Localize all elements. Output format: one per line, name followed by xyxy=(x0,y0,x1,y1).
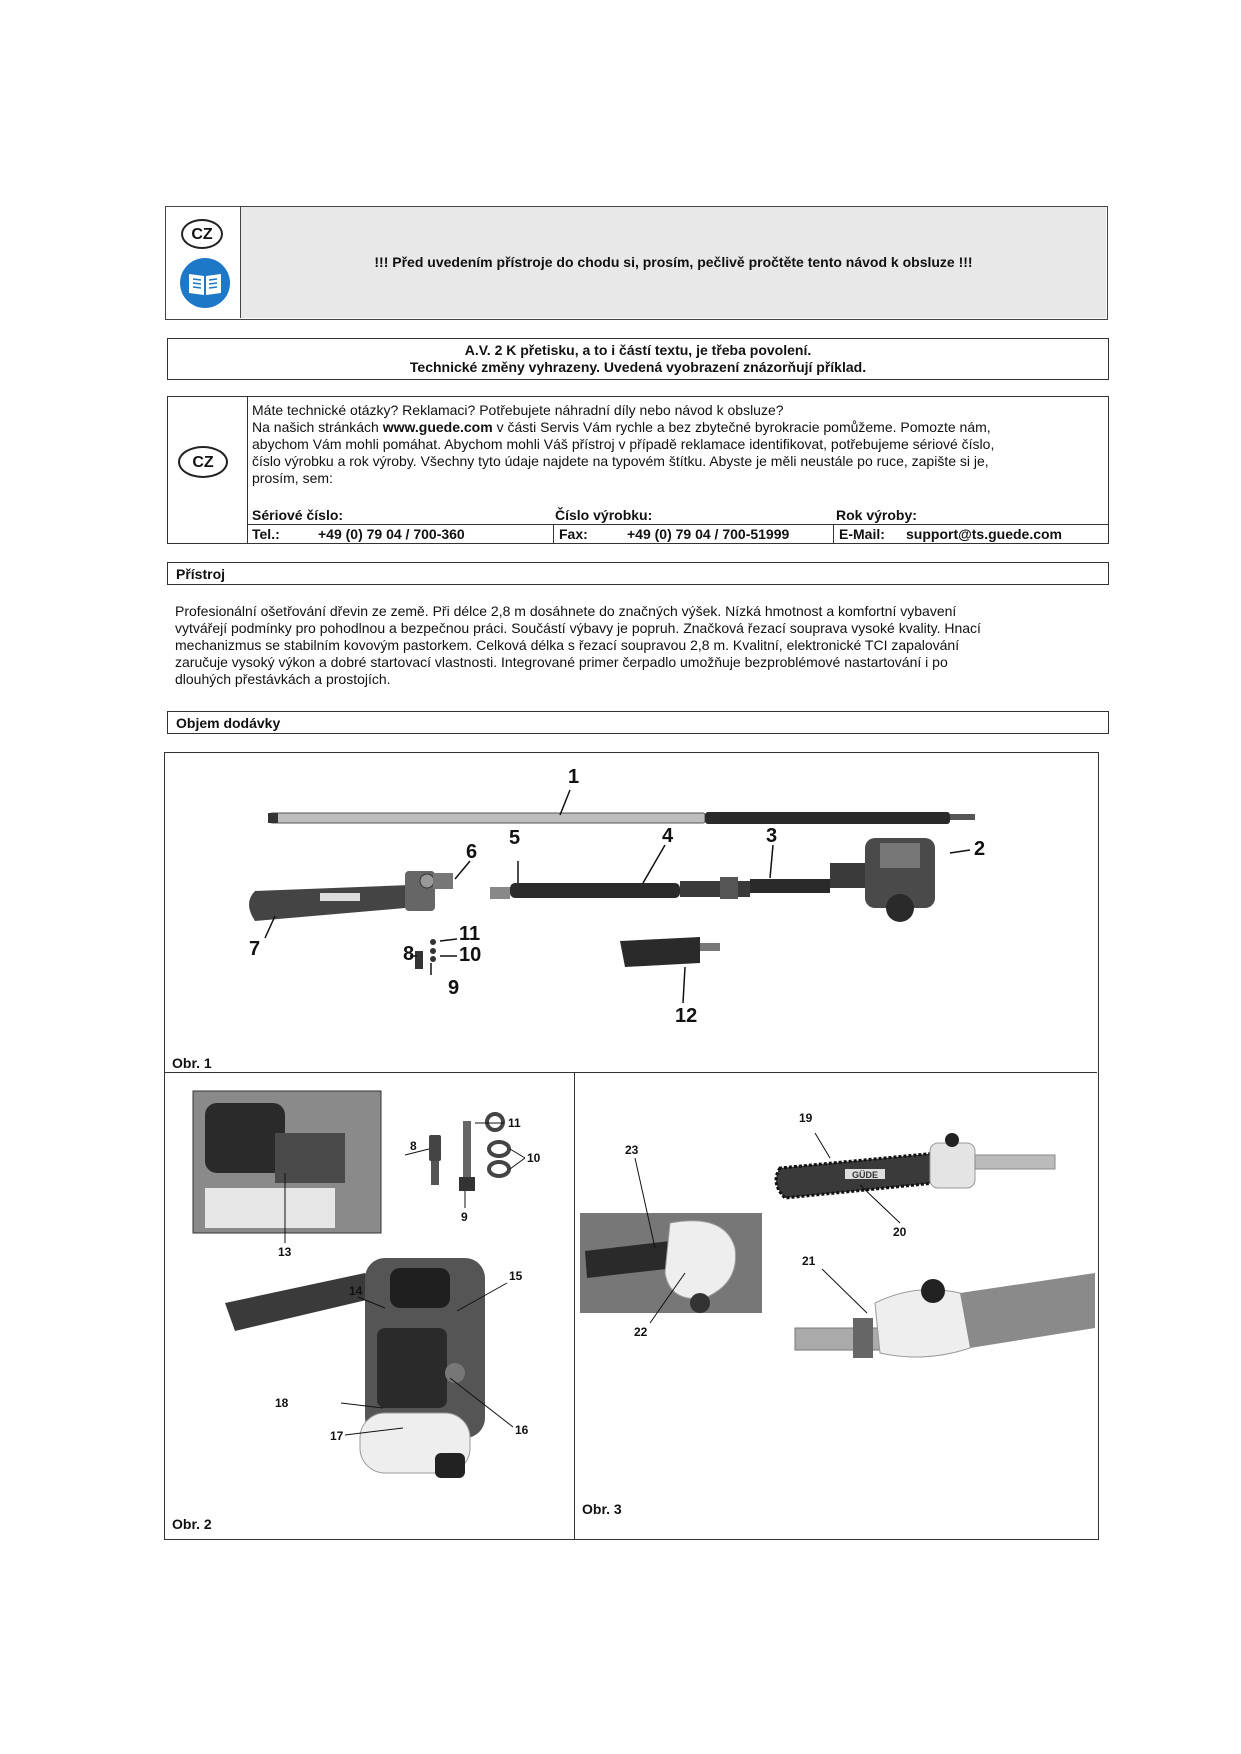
figure-2 xyxy=(165,1073,575,1539)
support-icon-cell xyxy=(168,397,248,543)
warning-text-cell xyxy=(241,207,1106,318)
device-heading-box xyxy=(167,562,1109,585)
callout-11: 11 xyxy=(459,923,481,945)
fax-label: Fax: xyxy=(559,526,588,542)
callout-6: 6 xyxy=(466,841,478,863)
callout-12: 12 xyxy=(675,1005,698,1027)
guede-website-link[interactable]: www.guede.com xyxy=(382,419,493,435)
fig3-callout-21: 21 xyxy=(802,1254,816,1268)
fax-value: +49 (0) 79 04 / 700-51999 xyxy=(627,526,790,542)
fig2-callout-13: 13 xyxy=(278,1245,292,1259)
device-paragraph-line: vytvářejí podmínky pro pohodlnou a bezpečnou práci. Součástí výbavy je popruh. Značková řezací souprava vysoké kvality. Hnací xyxy=(175,620,981,636)
fig2-callout-9: 9 xyxy=(461,1210,468,1224)
support-line-2-post: v části Servis Vám rychle a bez zbytečné byrokracie pomůžeme. Pomozte nám, xyxy=(492,419,991,435)
fax-cell xyxy=(554,525,834,544)
delivery-heading: Objem dodávky xyxy=(176,715,281,731)
fig3-callout-20: 20 xyxy=(893,1225,907,1239)
fig3-callout-23: 23 xyxy=(625,1143,639,1157)
email-value[interactable]: support@ts.guede.com xyxy=(906,526,1062,542)
fig2-callout-16: 16 xyxy=(515,1423,529,1437)
support-country-badge: CZ xyxy=(178,446,228,478)
callout-8: 8 xyxy=(403,943,415,965)
support-line-3: abychom Vám mohli pomáhat. Abychom mohli Váš přístroj v případě reklamace identifikovat, potřebujeme sériové číslo, xyxy=(252,436,995,452)
figure-1 xyxy=(165,753,1097,1073)
saw-head-detail-illustration xyxy=(575,1073,1097,1539)
support-line-2-pre: Na našich stránkách xyxy=(252,419,383,435)
tel-label: Tel.: xyxy=(252,526,280,542)
copyright-line-1: A.V. 2 K přetisku, a to i částí textu, je třeba povolení. xyxy=(464,342,812,358)
fig2-callout-15: 15 xyxy=(509,1269,523,1283)
fig2-callout-18: 18 xyxy=(275,1396,289,1410)
tel-value: +49 (0) 79 04 / 700-360 xyxy=(318,526,465,542)
fig2-callout-11: 11 xyxy=(508,1116,521,1130)
fig3-callout-22: 22 xyxy=(634,1325,648,1339)
support-box xyxy=(167,396,1109,544)
country-badge: CZ xyxy=(181,219,223,249)
device-paragraph xyxy=(175,603,1100,688)
support-line-2 xyxy=(252,419,1102,436)
figure-2-caption: Obr. 2 xyxy=(172,1516,212,1532)
fig2-callout-10: 10 xyxy=(527,1151,541,1165)
callout-5: 5 xyxy=(509,827,521,849)
device-heading: Přístroj xyxy=(176,566,226,582)
fig3-callout-19: 19 xyxy=(799,1111,813,1125)
support-text xyxy=(252,402,1102,487)
read-manual-icon xyxy=(179,257,231,309)
tel-cell xyxy=(248,525,554,544)
copyright-line-2: Technické změny vyhrazeny. Uvedená vyobrazení znázorňují příklad. xyxy=(409,359,867,375)
fig2-callout-14: 14 xyxy=(349,1284,363,1298)
warning-text: !!! Před uvedením přístroje do chodu si, prosím, pečlivě pročtěte tento návod k obsluze !!! xyxy=(374,254,973,270)
device-paragraph-line: zaručuje vysoký výkon a dobré startovací vlastnosti. Integrované primer čerpadlo umožňuje bezproblémové nastartování i po xyxy=(175,654,948,670)
support-line-5: prosím, sem: xyxy=(252,470,333,486)
callout-1: 1 xyxy=(568,766,580,788)
product-number-label: Číslo výrobku: xyxy=(555,507,653,523)
device-paragraph-line: Profesionální ošetřování dřevin ze země. Při délce 2,8 m dosáhnete do značných výšek. Nízká hmotnost a komfortní vybavení xyxy=(175,603,957,619)
figure-3 xyxy=(575,1073,1097,1539)
callout-2: 2 xyxy=(974,838,986,860)
delivery-heading-box xyxy=(167,711,1109,734)
figure-frame xyxy=(164,752,1099,1540)
contact-row xyxy=(248,524,1108,543)
fig2-callout-17: 17 xyxy=(330,1429,344,1443)
support-line-1: Máte technické otázky? Reklamaci? Potřebujete náhradní díly nebo návod k obsluze? xyxy=(252,402,784,418)
figure-3-caption: Obr. 3 xyxy=(582,1501,622,1517)
bar-brand-logo: GÜDE xyxy=(851,1170,879,1180)
year-label: Rok výroby: xyxy=(836,507,917,523)
fig2-callout-8: 8 xyxy=(410,1139,417,1153)
callout-10: 10 xyxy=(459,944,482,966)
warning-header xyxy=(165,206,1108,320)
device-paragraph-line: mechanizmus se stabilním kovovým pastorkem. Celková délka s řezací soupravou 2,8 m. Kvalitní, elektronické TCI zapalování xyxy=(175,637,960,653)
callout-3: 3 xyxy=(766,825,778,847)
callout-7: 7 xyxy=(249,938,261,960)
email-cell xyxy=(834,525,1108,544)
callout-9: 9 xyxy=(448,977,460,999)
copyright-box xyxy=(167,338,1109,380)
callout-4: 4 xyxy=(662,825,674,847)
email-label: E-Mail: xyxy=(839,526,885,542)
warning-icon-cell xyxy=(166,207,241,318)
serial-number-label: Sériové číslo: xyxy=(252,507,344,523)
support-line-4: číslo výrobku a rok výroby. Všechny tyto údaje najdete na typovém štítku. Abyste je měli neustále po ruce, zapište si je, xyxy=(252,453,989,469)
pole-saw-parts-illustration xyxy=(165,753,1097,1071)
figure-1-caption: Obr. 1 xyxy=(172,1055,212,1071)
device-paragraph-line: dlouhých přestávkách a prostojích. xyxy=(175,671,391,687)
engine-detail-illustration xyxy=(165,1073,575,1539)
